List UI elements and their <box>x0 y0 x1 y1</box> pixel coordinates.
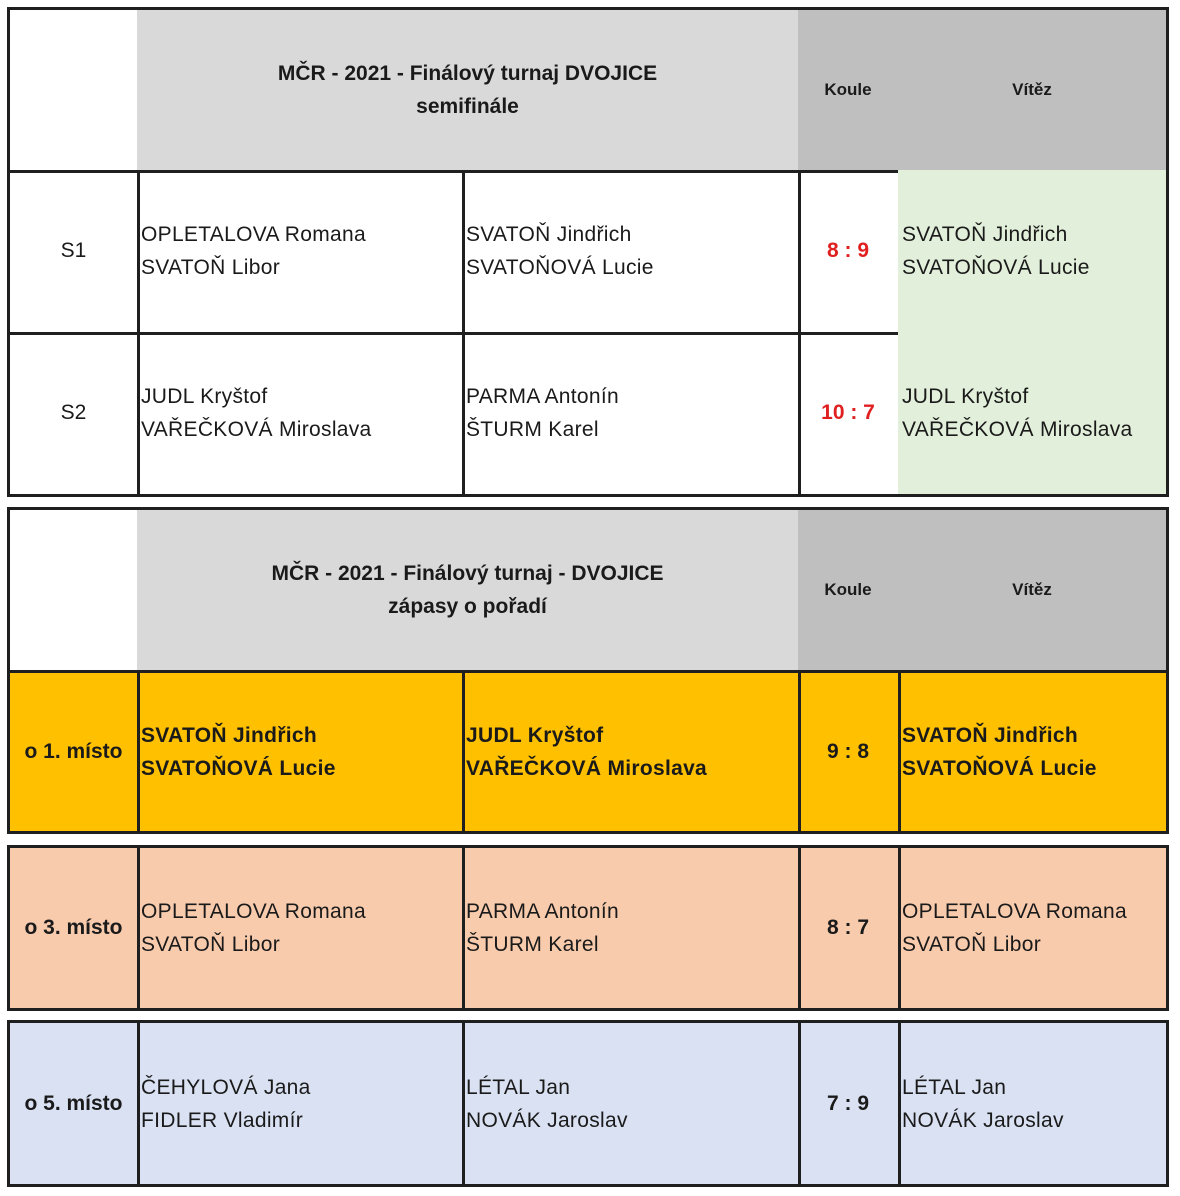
team1-cell <box>137 170 465 335</box>
team2-cell <box>462 1023 801 1184</box>
winner-cell <box>898 1023 1166 1184</box>
player-name: LÉTAL Jan <box>466 1075 571 1099</box>
player-name: OPLETALOVA Romana <box>902 900 1127 923</box>
placement-title-line1: MČR - 2021 - Finálový turnaj - DVOJICE <box>271 562 664 585</box>
semifinal-title-line2: semifinále <box>416 95 519 118</box>
winner-cell <box>898 848 1166 1008</box>
player-name: VAŘEČKOVÁ Miroslava <box>466 757 708 780</box>
team2-cell <box>462 332 801 494</box>
player-name: LÉTAL Jan <box>902 1075 1007 1099</box>
third-place-row <box>7 845 1169 1011</box>
player-name: SVATOŇ Jindřich <box>141 724 318 747</box>
semifinal-title-line1: MČR - 2021 - Finálový turnaj DVOJICE <box>277 62 658 85</box>
match-score: 9 : 8 <box>798 673 901 831</box>
player-name: SVATOŇ Libor <box>141 933 280 956</box>
player-name: SVATOŇOVÁ Lucie <box>902 757 1097 780</box>
semifinal-score-header: Koule <box>798 10 901 173</box>
player-name: JUDL Kryštof <box>141 385 268 408</box>
winner-cell <box>898 170 1166 335</box>
player-name: ŠTURM Karel <box>466 418 599 441</box>
player-name: VAŘEČKOVÁ Miroslava <box>902 418 1133 441</box>
first-place-row <box>7 670 1169 834</box>
player-name: SVATOŇ Jindřich <box>902 223 1068 246</box>
player-name: SVATOŇ Jindřich <box>902 724 1079 747</box>
player-name: SVATOŇOVÁ Lucie <box>902 256 1090 279</box>
player-name: JUDL Kryštof <box>466 724 604 747</box>
match-label: S1 <box>10 170 140 335</box>
placement-header <box>7 507 1169 673</box>
player-name: OPLETALOVA Romana <box>141 223 366 246</box>
fifth-place-row <box>7 1020 1169 1187</box>
player-name: FIDLER Vladimír <box>141 1108 304 1132</box>
placement-title-line2: zápasy o pořadí <box>388 595 547 618</box>
semifinal-table <box>7 7 1169 497</box>
player-name: JUDL Kryštof <box>902 385 1029 408</box>
match-score: 10 : 7 <box>798 332 901 494</box>
team2-cell <box>462 170 801 335</box>
winner-cell <box>898 673 1166 831</box>
match-score: 8 : 9 <box>798 170 901 335</box>
player-name: ŠTURM Karel <box>466 933 599 956</box>
player-name: VAŘEČKOVÁ Miroslava <box>141 418 372 441</box>
player-name: ČEHYLOVÁ Jana <box>141 1075 311 1099</box>
semifinal-winner-header: Vítěz <box>898 10 1166 173</box>
player-name: SVATOŇ Libor <box>141 256 280 279</box>
placement-corner-cell <box>10 510 140 673</box>
winner-cell <box>898 332 1166 494</box>
player-name: SVATOŇ Jindřich <box>466 223 632 246</box>
placement-table <box>7 507 1169 1187</box>
team1-cell <box>137 1023 465 1184</box>
player-name: SVATOŇ Libor <box>902 933 1041 956</box>
semifinal-title <box>137 10 801 173</box>
match-label: o 3. místo <box>10 848 140 1008</box>
match-label: o 1. místo <box>10 673 140 831</box>
player-name: NOVÁK Jaroslav <box>466 1108 628 1132</box>
team1-cell <box>137 673 465 831</box>
team1-cell <box>137 332 465 494</box>
placement-winner-header: Vítěz <box>898 510 1166 673</box>
player-name: OPLETALOVA Romana <box>141 900 366 923</box>
placement-score-header: Koule <box>798 510 901 673</box>
match-label: S2 <box>10 332 140 494</box>
placement-title <box>137 510 801 673</box>
match-score: 8 : 7 <box>798 848 901 1008</box>
team2-cell <box>462 848 801 1008</box>
player-name: PARMA Antonín <box>466 900 619 923</box>
player-name: SVATOŇOVÁ Lucie <box>466 256 654 279</box>
player-name: SVATOŇOVÁ Lucie <box>141 757 336 780</box>
semifinal-corner-cell <box>10 10 140 173</box>
team2-cell <box>462 673 801 831</box>
match-score: 7 : 9 <box>798 1023 901 1184</box>
player-name: PARMA Antonín <box>466 385 619 408</box>
player-name: NOVÁK Jaroslav <box>902 1108 1064 1132</box>
match-label: o 5. místo <box>10 1023 140 1184</box>
team1-cell <box>137 848 465 1008</box>
